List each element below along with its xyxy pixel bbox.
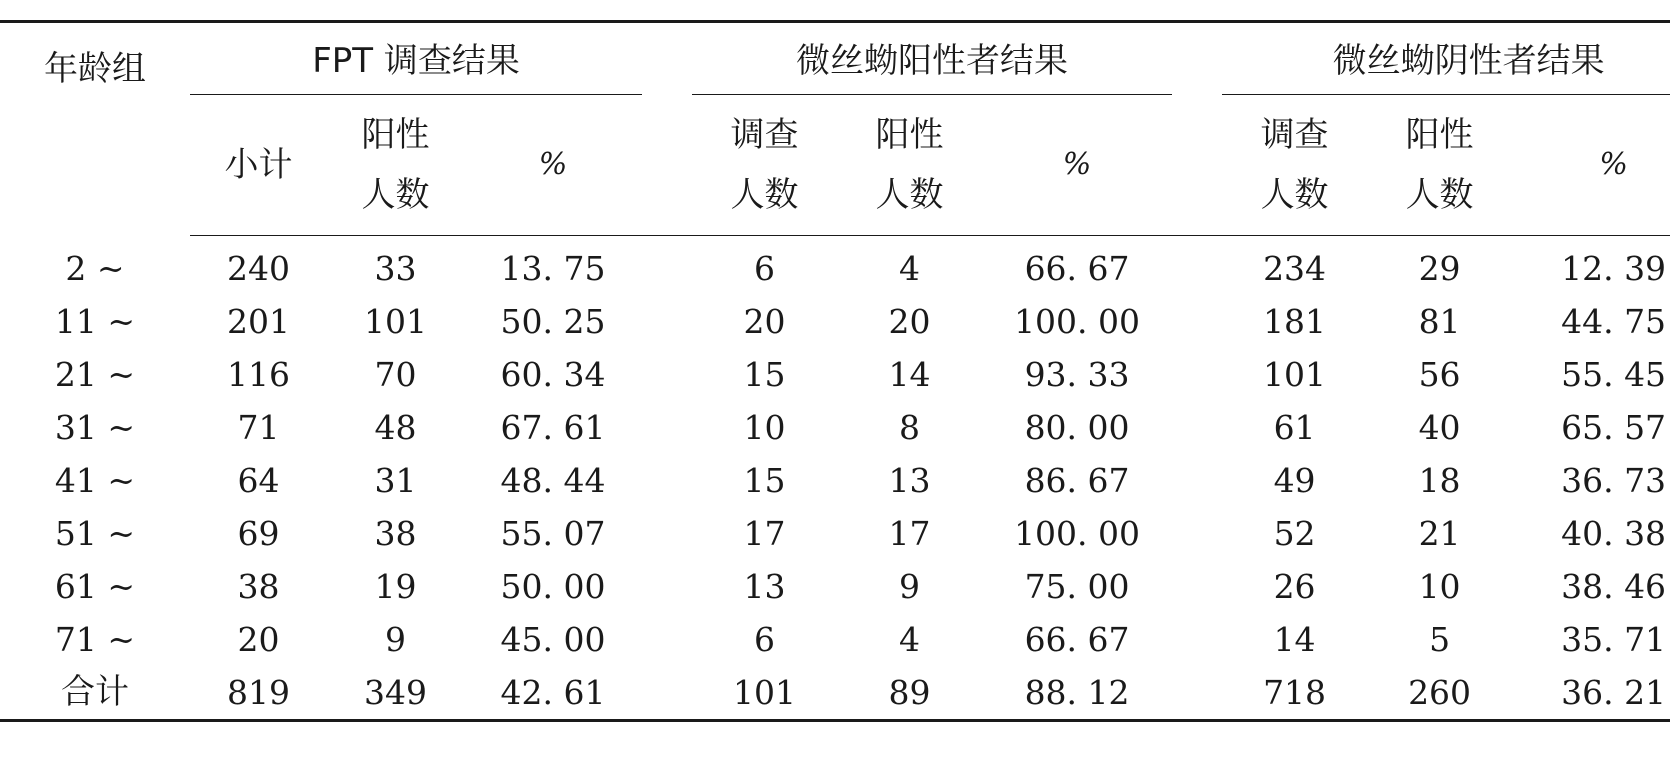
mf-pos-surveyed-cell: 10 [743,408,786,447]
fpt-subtotal-cell: 240 [227,249,290,288]
age-group-cell: 61 ~ [54,567,136,606]
age-group-cell: 2 ~ [65,248,125,288]
mf-neg-surveyed-cell: 26 [1273,567,1316,606]
mf-neg-positive-cell: 21 [1418,514,1461,553]
fpt-percent-cell: 45. 00 [500,620,606,659]
fpt-positive-cell: 101 [364,302,427,341]
fpt-percent-cell: 50. 25 [500,302,606,341]
fpt-percent-cell: 42. 61 [464,666,642,721]
mf-neg-percent-cell: 12. 39 [1561,249,1667,288]
mf-pos-positive-cell: 14 [888,355,931,394]
percent-header: % [982,95,1172,236]
mf-pos-positive-cell: 8 [899,408,921,447]
age-group-cell: 21 ~ [54,355,136,394]
total-row [0,666,1670,721]
mf-pos-surveyed-cell: 15 [743,461,786,500]
fpt-percent-cell: 13. 75 [500,249,606,288]
age-group-cell: 31 ~ [54,408,136,447]
age-group-results-table [0,20,1670,722]
fpt-positive-cell: 48 [374,408,417,447]
table-body [0,236,1670,721]
mf-neg-percent-cell: 36. 73 [1561,461,1667,500]
fpt-subtotal-cell: 38 [237,567,280,606]
mf-neg-positive-cell: 260 [1367,666,1512,721]
mf-neg-surveyed-cell: 181 [1263,302,1327,341]
age-group-cell: 51 ~ [54,514,136,553]
age-group-cell: 71 ~ [54,620,136,659]
mf-neg-surveyed-cell: 101 [1263,355,1327,394]
age-group-cell: 11 ~ [54,302,136,341]
fpt-percent-cell: 50. 00 [500,567,606,606]
subtotal-header: 小计 [190,95,327,236]
fpt-percent-cell: 48. 44 [500,461,606,500]
mf-pos-percent-cell: 66. 67 [1024,249,1130,288]
mf-pos-surveyed-cell: 6 [754,249,776,288]
mf-neg-surveyed-cell: 49 [1273,461,1316,500]
mf-neg-positive-cell: 5 [1429,620,1451,659]
table-row [0,236,1670,296]
mf-neg-percent-cell: 65. 57 [1561,408,1667,447]
mf-neg-percent-cell: 40. 38 [1561,514,1667,553]
fpt-subtotal-cell: 64 [237,461,280,500]
fpt-positive-cell: 349 [327,666,464,721]
mf-pos-percent-cell: 86. 67 [1024,461,1130,500]
mf-neg-surveyed-cell: 234 [1263,249,1327,288]
fpt-positive-cell: 70 [374,355,417,394]
table-row [0,401,1670,454]
mf-pos-percent-cell: 100. 00 [1014,302,1141,341]
fpt-subtotal-cell: 69 [237,514,280,553]
table-row [0,613,1670,666]
mf-pos-positive-cell: 17 [888,514,931,553]
age-group-cell: 41 ~ [54,461,136,500]
mf-pos-surveyed-cell: 6 [754,620,776,659]
fpt-subtotal-cell: 819 [190,666,327,721]
table-row [0,348,1670,401]
positive-count-header: 阳性 人数 [327,95,464,236]
table-row [0,454,1670,507]
mf-neg-percent-cell: 35. 71 [1561,620,1667,659]
table-container [0,20,1665,722]
positive-count-header: 阳性 人数 [1367,95,1512,236]
fpt-positive-cell: 9 [385,620,406,659]
mf-pos-positive-cell: 4 [899,249,921,288]
fpt-subtotal-cell: 201 [227,302,290,341]
mf-neg-positive-cell: 10 [1418,567,1461,606]
mf-pos-percent-cell: 100. 00 [1014,514,1141,553]
table-row [0,295,1670,348]
percent-header: % [464,95,642,236]
mf-pos-surveyed-cell: 20 [743,302,786,341]
mf-pos-positive-cell: 20 [888,302,931,341]
total-label: 合计 [0,666,190,721]
mf-pos-positive-cell: 9 [899,567,921,606]
mf-neg-percent-cell: 55. 45 [1561,355,1667,394]
age-group-header: 年龄组 [0,22,190,236]
mf-neg-surveyed-cell: 52 [1273,514,1316,553]
mf-neg-positive-cell: 18 [1418,461,1461,500]
mf-negative-group-header: 微丝蚴阴性者结果 [1222,22,1670,96]
mf-pos-percent-cell: 80. 00 [1024,408,1130,447]
mf-neg-positive-cell: 40 [1418,408,1461,447]
fpt-subtotal-cell: 71 [237,408,280,447]
fpt-group-header: FPT 调查结果 [190,22,642,96]
mf-pos-surveyed-cell: 101 [692,666,837,721]
table-row [0,560,1670,613]
mf-pos-surveyed-cell: 15 [743,355,786,394]
surveyed-count-header: 调查 人数 [692,95,837,236]
fpt-percent-cell: 55. 07 [500,514,606,553]
mf-pos-percent-cell: 88. 12 [982,666,1172,721]
positive-count-header: 阳性 人数 [837,95,982,236]
mf-neg-percent-cell: 44. 75 [1561,302,1667,341]
mf-pos-positive-cell: 89 [837,666,982,721]
fpt-subtotal-cell: 20 [237,620,280,659]
mf-pos-percent-cell: 93. 33 [1024,355,1130,394]
fpt-subtotal-cell: 116 [227,355,290,394]
surveyed-count-header: 调查 人数 [1222,95,1367,236]
fpt-positive-cell: 33 [374,249,417,288]
mf-neg-surveyed-cell: 718 [1222,666,1367,721]
fpt-positive-cell: 31 [374,461,417,500]
mf-neg-positive-cell: 56 [1418,355,1461,394]
mf-pos-positive-cell: 13 [888,461,931,500]
mf-positive-group-header: 微丝蚴阳性者结果 [692,22,1172,96]
percent-header: % [1512,95,1670,236]
mf-neg-percent-cell: 36. 21 [1512,666,1670,721]
mf-pos-surveyed-cell: 13 [743,567,786,606]
mf-neg-positive-cell: 81 [1418,302,1461,341]
table-row [0,507,1670,560]
fpt-positive-cell: 19 [374,567,417,606]
fpt-positive-cell: 38 [374,514,417,553]
fpt-percent-cell: 60. 34 [500,355,606,394]
mf-neg-positive-cell: 29 [1418,249,1461,288]
mf-neg-surveyed-cell: 14 [1273,620,1316,659]
mf-pos-percent-cell: 75. 00 [1024,567,1130,606]
mf-pos-positive-cell: 4 [899,620,921,659]
mf-neg-percent-cell: 38. 46 [1561,567,1667,606]
mf-pos-surveyed-cell: 17 [743,514,786,553]
mf-pos-percent-cell: 66. 67 [1024,620,1130,659]
mf-neg-surveyed-cell: 61 [1273,408,1316,447]
fpt-percent-cell: 67. 61 [500,408,606,447]
